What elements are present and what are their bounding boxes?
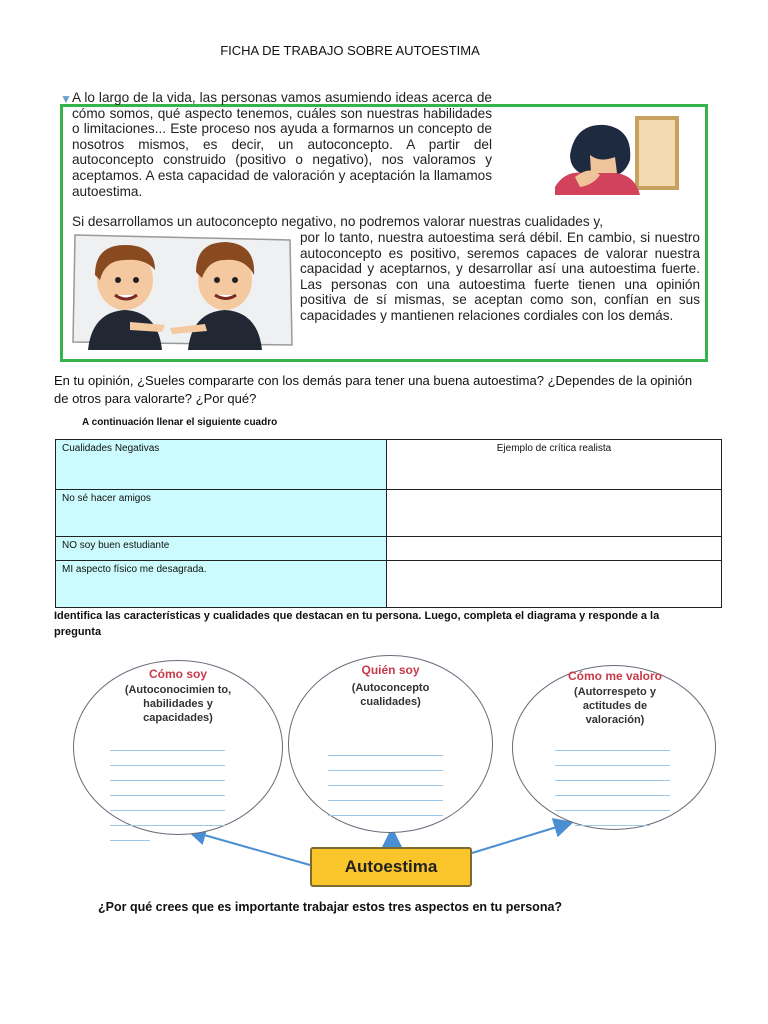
reading-paragraph-3: por lo tanto, nuestra autoestima será débil. En cambio, si nuestro autoconcepto es positivo, seremos capaces de valorar nuestra capacidad y aceptarnos, y desarrollar así una autoestima fuerte. Las personas con una autoestima fuerte tienen una opinión positiva de sí mismas, se aceptan como son, confían en sus capacidades y mantienen relaciones cordiales con los demás. bbox=[300, 230, 700, 323]
final-question: ¿Por qué crees que es importante trabajar estos tres aspectos en tu persona? bbox=[98, 900, 563, 914]
answer-line[interactable] bbox=[555, 810, 670, 811]
header-realistic-criticism: Ejemplo de crítica realista bbox=[387, 440, 722, 490]
boys-mirror-illustration bbox=[70, 230, 295, 350]
bubble-title: Cómo soy bbox=[148, 667, 207, 681]
answer-line[interactable] bbox=[555, 765, 670, 766]
answer-line[interactable] bbox=[110, 780, 225, 781]
bubble-subtitle: (Autorrespeto y actitudes de valoración) bbox=[574, 686, 656, 726]
negative-quality-cell: MI aspecto físico me desagrada. bbox=[56, 561, 387, 608]
answer-line[interactable] bbox=[328, 785, 443, 786]
criticism-answer-cell[interactable] bbox=[387, 537, 722, 561]
table-row bbox=[56, 490, 722, 537]
answer-line[interactable] bbox=[110, 840, 150, 841]
answer-line[interactable] bbox=[328, 815, 443, 816]
reading-paragraph-1: A lo largo de la vida, las personas vamos asumiendo ideas acerca de cómo somos, qué aspecto tenemos, cuáles son nuestras habilidades o limitaciones... Este proceso nos ayuda a formarnos un concepto de nosotros mismos, es decir, un autoconcepto. A partir del autoconcepto construido (positivo o negativo), nos valoramos y aceptamos. A esta capacidad de valoración y aceptación la llamamos autoestima. bbox=[72, 90, 492, 199]
table-row bbox=[56, 537, 722, 561]
answer-line[interactable] bbox=[328, 770, 443, 771]
answer-line[interactable] bbox=[110, 825, 225, 826]
answer-line[interactable] bbox=[555, 780, 670, 781]
answer-line[interactable] bbox=[575, 825, 650, 826]
diagram-instruction: Identifica las características y cualidades que destacan en tu persona. Luego, completa el diagrama y responde a la pregunta bbox=[54, 610, 660, 638]
answer-line[interactable] bbox=[110, 750, 225, 751]
bubble-title: Quién soy bbox=[361, 663, 420, 677]
reading-paragraph-2: Si desarrollamos un autoconcepto negativo, no podremos valorar nuestras cualidades y, bbox=[72, 214, 603, 229]
answer-line[interactable] bbox=[555, 795, 670, 796]
answer-line[interactable] bbox=[328, 800, 443, 801]
sad-person-illustration bbox=[545, 115, 685, 200]
qualities-table bbox=[55, 439, 722, 608]
page-title: FICHA DE TRABAJO SOBRE AUTOESTIMA bbox=[220, 43, 480, 58]
criticism-answer-cell[interactable] bbox=[387, 561, 722, 608]
question-comparison: En tu opinión, ¿Sueles compararte con los demás para tener una buena autoestima? ¿Dependes de la opinión de otros para valorarte? ¿Por qué? bbox=[54, 373, 693, 406]
answer-line[interactable] bbox=[110, 795, 225, 796]
answer-line[interactable] bbox=[328, 755, 443, 756]
negative-quality-cell: NO soy buen estudiante bbox=[56, 537, 387, 561]
answer-line[interactable] bbox=[110, 765, 225, 766]
answer-line[interactable] bbox=[555, 750, 670, 751]
negative-quality-cell: No sé hacer amigos bbox=[56, 490, 387, 537]
autoestima-box: Autoestima bbox=[310, 847, 472, 887]
criticism-answer-cell[interactable] bbox=[387, 490, 722, 537]
table-header-row bbox=[56, 440, 722, 490]
table-row bbox=[56, 561, 722, 608]
table-instruction: A continuación llenar el siguiente cuadro bbox=[82, 417, 278, 428]
answer-line[interactable] bbox=[110, 810, 225, 811]
bubble-subtitle: (Autoconcepto cualidades) bbox=[351, 682, 430, 708]
bubble-title: Cómo me valoro bbox=[567, 669, 663, 683]
bubble-subtitle: (Autoconocimien to, habilidades y capacidades) bbox=[124, 684, 232, 724]
self-esteem-diagram bbox=[70, 655, 720, 895]
header-negative-qualities: Cualidades Negativas bbox=[56, 440, 387, 490]
bullet-icon: ▼ bbox=[60, 92, 72, 106]
